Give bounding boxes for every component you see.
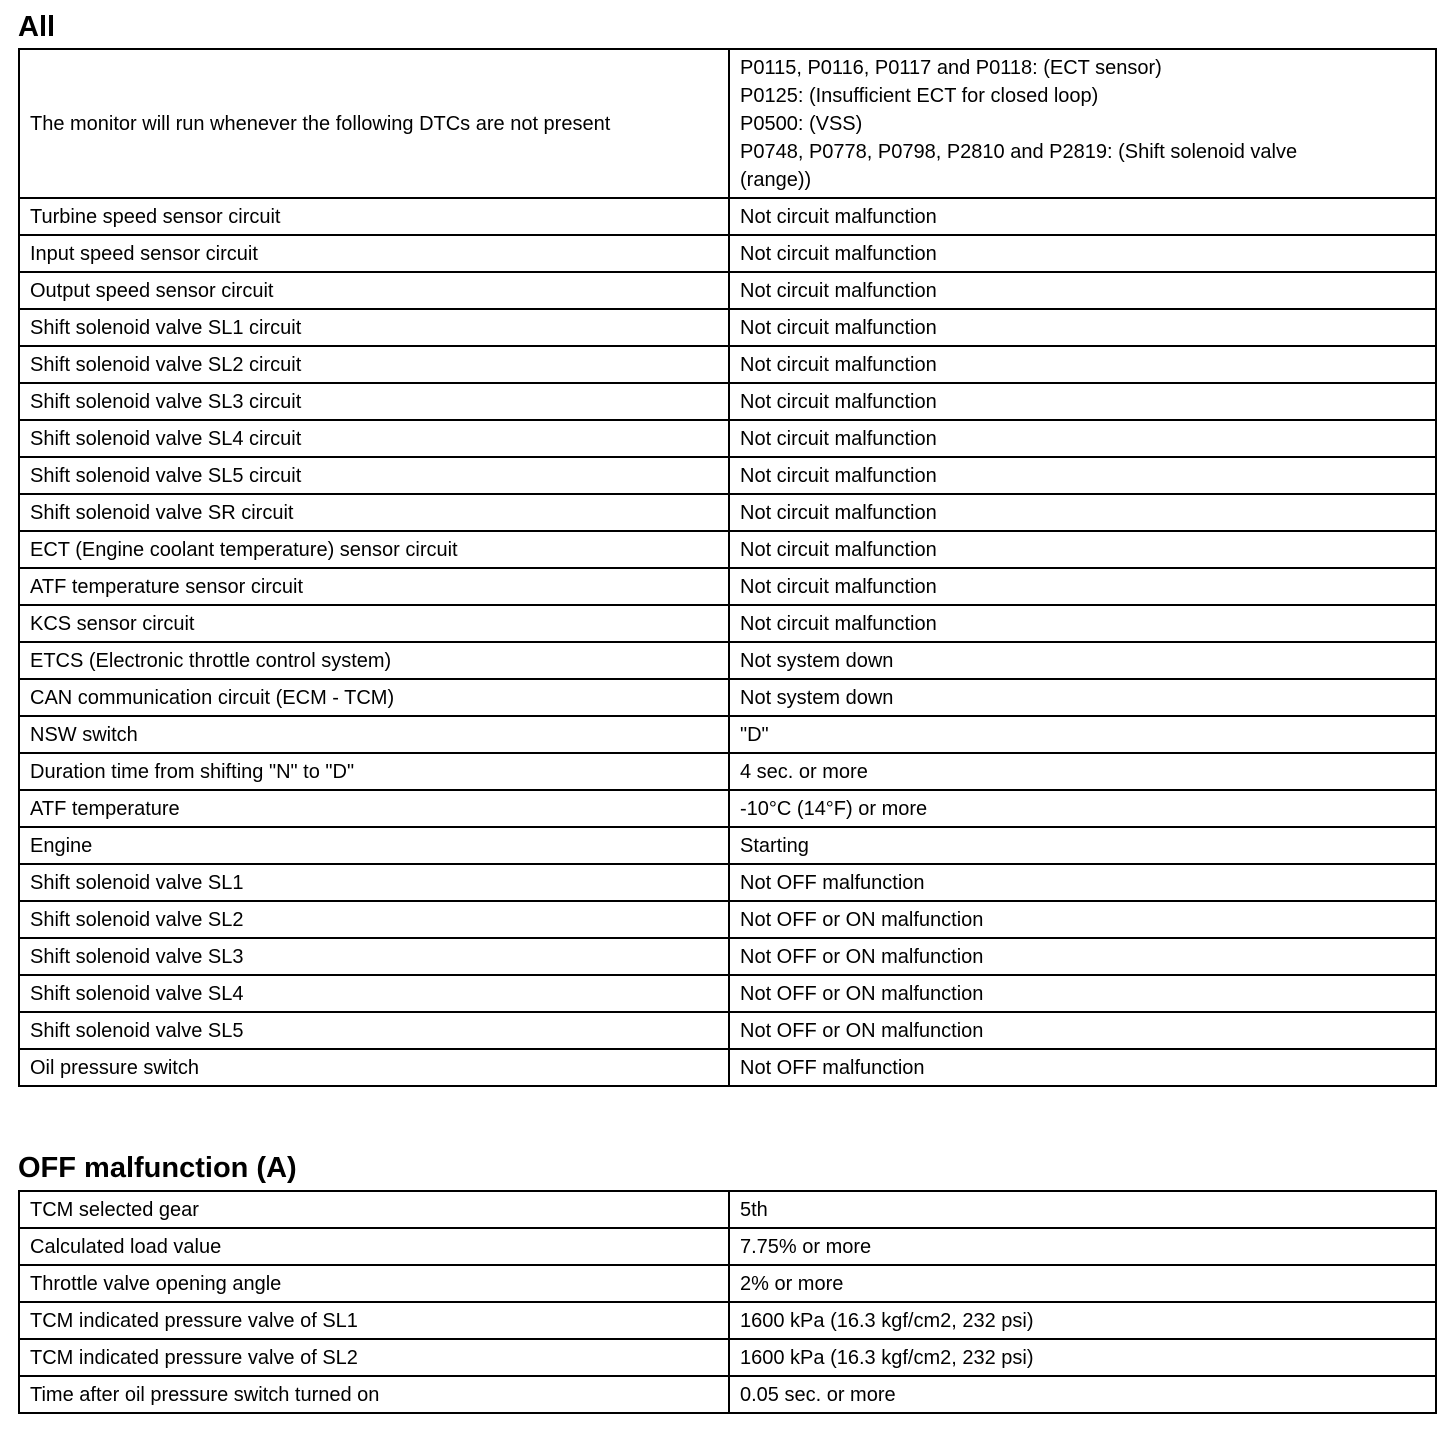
table-row: [19, 827, 1436, 864]
table-row: [19, 1049, 1436, 1086]
condition-value: 0.05 sec. or more: [729, 1376, 1436, 1413]
table-row: [19, 864, 1436, 901]
condition-label: Shift solenoid valve SR circuit: [19, 494, 729, 531]
condition-label: ECT (Engine coolant temperature) sensor circuit: [19, 531, 729, 568]
condition-label: Duration time from shifting "N" to "D": [19, 753, 729, 790]
condition-value-line: P0115, P0116, P0117 and P0118: (ECT sensor): [740, 56, 1162, 79]
table-row: [19, 790, 1436, 827]
condition-label: CAN communication circuit (ECM - TCM): [19, 679, 729, 716]
condition-value: Not circuit malfunction: [729, 568, 1436, 605]
table-row: [19, 457, 1436, 494]
condition-value-line: (range)): [740, 168, 812, 191]
table-row: [19, 568, 1436, 605]
condition-label: TCM selected gear: [19, 1191, 729, 1228]
table-row: [19, 679, 1436, 716]
condition-label: Turbine speed sensor circuit: [19, 198, 729, 235]
condition-value: Not OFF malfunction: [729, 1049, 1436, 1086]
table-row: [19, 346, 1436, 383]
condition-value: Not OFF or ON malfunction: [729, 975, 1436, 1012]
condition-value: Not circuit malfunction: [729, 235, 1436, 272]
condition-label: Calculated load value: [19, 1228, 729, 1265]
table-row: [19, 1012, 1436, 1049]
conditions-table-off-malfunction-a: [18, 1190, 1437, 1414]
condition-label: Shift solenoid valve SL1: [19, 864, 729, 901]
condition-value: -10°C (14°F) or more: [729, 790, 1436, 827]
table-row: [19, 1339, 1436, 1376]
condition-label: Engine: [19, 827, 729, 864]
condition-value: 7.75% or more: [729, 1228, 1436, 1265]
condition-label: Oil pressure switch: [19, 1049, 729, 1086]
condition-label: The monitor will run whenever the following DTCs are not present: [19, 49, 729, 198]
condition-value: Not circuit malfunction: [729, 383, 1436, 420]
condition-label: ATF temperature sensor circuit: [19, 568, 729, 605]
conditions-table-body: [19, 1191, 1436, 1413]
table-row: [19, 272, 1436, 309]
condition-label: ATF temperature: [19, 790, 729, 827]
table-row: [19, 1228, 1436, 1265]
condition-value: 2% or more: [729, 1265, 1436, 1302]
condition-label: KCS sensor circuit: [19, 605, 729, 642]
condition-value: Not OFF or ON malfunction: [729, 901, 1436, 938]
condition-label: Shift solenoid valve SL2 circuit: [19, 346, 729, 383]
table-row: [19, 753, 1436, 790]
condition-label: Shift solenoid valve SL1 circuit: [19, 309, 729, 346]
table-row: [19, 383, 1436, 420]
condition-value: Not circuit malfunction: [729, 494, 1436, 531]
condition-value: 4 sec. or more: [729, 753, 1436, 790]
condition-label: Shift solenoid valve SL5 circuit: [19, 457, 729, 494]
condition-value: Not circuit malfunction: [729, 605, 1436, 642]
condition-value-line: P0748, P0778, P0798, P2810 and P2819: (Shift solenoid valve: [740, 140, 1298, 163]
conditions-table-all: [18, 48, 1437, 1087]
table-row: [19, 49, 1436, 198]
table-row: [19, 494, 1436, 531]
condition-value: Not OFF malfunction: [729, 864, 1436, 901]
condition-label: NSW switch: [19, 716, 729, 753]
condition-value: Not circuit malfunction: [729, 272, 1436, 309]
condition-label: Shift solenoid valve SL4: [19, 975, 729, 1012]
table-row: [19, 1265, 1436, 1302]
table-row: [19, 1376, 1436, 1413]
condition-value: Not OFF or ON malfunction: [729, 938, 1436, 975]
condition-label: TCM indicated pressure valve of SL2: [19, 1339, 729, 1376]
condition-label: Shift solenoid valve SL3: [19, 938, 729, 975]
table-row: [19, 309, 1436, 346]
condition-value: Not OFF or ON malfunction: [729, 1012, 1436, 1049]
condition-value: Not system down: [729, 642, 1436, 679]
conditions-table-body: [19, 49, 1436, 1086]
condition-value: Not circuit malfunction: [729, 420, 1436, 457]
table-row: [19, 975, 1436, 1012]
table-row: [19, 531, 1436, 568]
condition-label: Input speed sensor circuit: [19, 235, 729, 272]
table-row: [19, 901, 1436, 938]
condition-label: Time after oil pressure switch turned on: [19, 1376, 729, 1413]
condition-label: Output speed sensor circuit: [19, 272, 729, 309]
condition-value: "D": [729, 716, 1436, 753]
condition-value: 1600 kPa (16.3 kgf/cm2, 232 psi): [729, 1339, 1436, 1376]
condition-label: Shift solenoid valve SL5: [19, 1012, 729, 1049]
table-row: [19, 1302, 1436, 1339]
table-row: [19, 198, 1436, 235]
table-row: [19, 642, 1436, 679]
condition-label: Throttle valve opening angle: [19, 1265, 729, 1302]
condition-value: 5th: [729, 1191, 1436, 1228]
condition-value-line: P0125: (Insufficient ECT for closed loop): [740, 84, 1099, 107]
condition-value: Not circuit malfunction: [729, 457, 1436, 494]
condition-value: Starting: [729, 827, 1436, 864]
table-row: [19, 235, 1436, 272]
table-row: [19, 716, 1436, 753]
condition-label: Shift solenoid valve SL4 circuit: [19, 420, 729, 457]
condition-label: ETCS (Electronic throttle control system): [19, 642, 729, 679]
condition-value: Not circuit malfunction: [729, 531, 1436, 568]
table-row: [19, 1191, 1436, 1228]
condition-value-line: P0500: (VSS): [740, 112, 863, 135]
condition-value: Not circuit malfunction: [729, 198, 1436, 235]
condition-label: TCM indicated pressure valve of SL1: [19, 1302, 729, 1339]
condition-value: Not system down: [729, 679, 1436, 716]
table-row: [19, 938, 1436, 975]
condition-value: 1600 kPa (16.3 kgf/cm2, 232 psi): [729, 1302, 1436, 1339]
condition-value: Not circuit malfunction: [729, 346, 1436, 383]
section-title-all: All: [18, 11, 56, 43]
condition-value: Not circuit malfunction: [729, 309, 1436, 346]
table-row: [19, 420, 1436, 457]
condition-label: Shift solenoid valve SL3 circuit: [19, 383, 729, 420]
condition-value: [729, 49, 1436, 198]
table-row: [19, 605, 1436, 642]
condition-label: Shift solenoid valve SL2: [19, 901, 729, 938]
section-title-off-malfunction-a: OFF malfunction (A): [18, 1152, 297, 1184]
